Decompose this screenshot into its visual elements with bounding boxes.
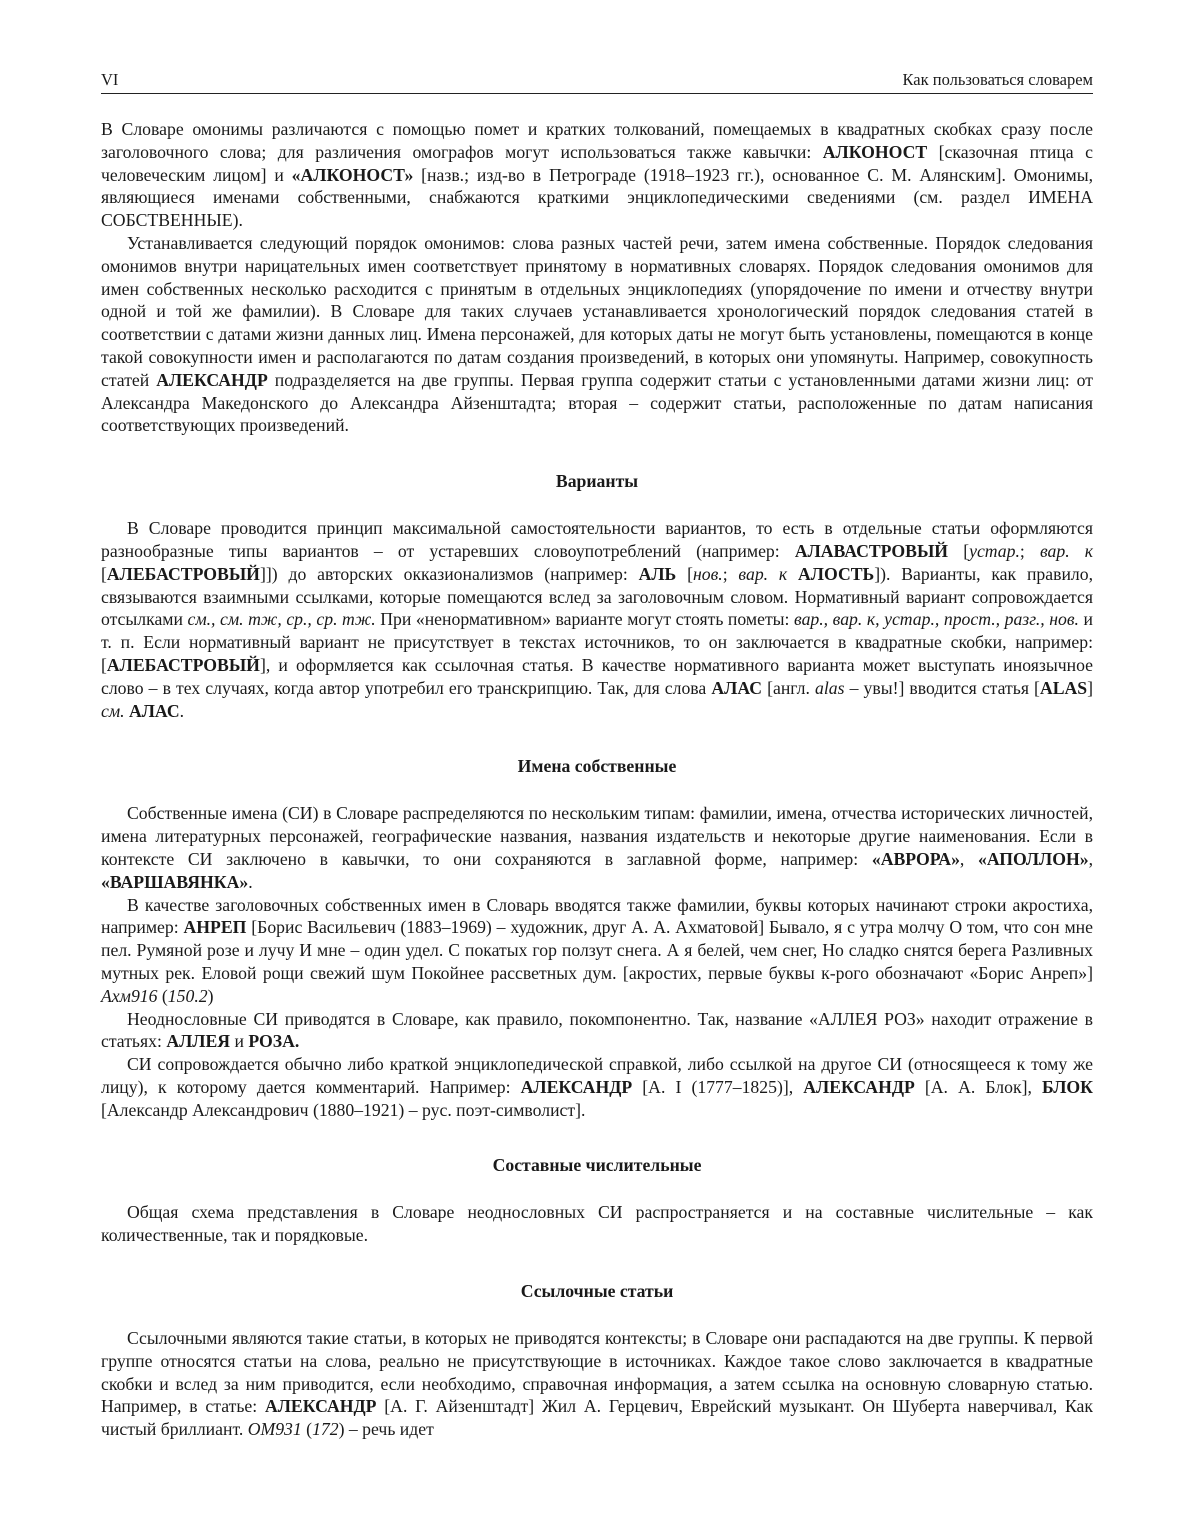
italic-note: Ахм916 [101,985,158,1006]
italic-note: вар., вар. к, устар., прост., разг., нов. [794,609,1079,630]
headword: АЛЕКСАНДР [264,1396,377,1417]
text-run: – увы!] вводится статья [ [844,677,1040,698]
text-run: [А. I (1777–1825)], [632,1076,804,1097]
section-heading: Варианты [555,471,639,492]
italic-note: устар. [969,540,1020,561]
italic-note: нов. [692,563,723,584]
headword: АЛЕКСАНДР [156,369,268,390]
text-run: ] [1087,677,1094,698]
text-run: [англ. [762,677,815,698]
text-run: ( [301,1419,313,1440]
headword: АЛОСТЬ [798,563,875,584]
headword: АЛЕБАСТРОВЫЙ [106,654,260,675]
headword: БЛОК [1041,1076,1093,1097]
text-run: [ [948,540,970,561]
text-run: Ссылочными являются такие статьи, в которых не приводятся контексты; в Словаре они распадаются на две группы. К первой группе относятся статьи на слова, реально не присутствующие в источниках. Каждое такое слово заключается в квадратные скобки и вслед за ним приводится, если необходимо, справочная информация, а затем ссылка на основную словарную статью. Например, в статье: [101,1328,1093,1417]
text-run: и [230,1031,249,1052]
text-run: [Борис Васильевич (1883–1969) – художник, друг А. А. Ахматовой] Бывало, я с утра молчу О том, что сон мне пел. Румяной розе и лучу И мне – один удел. С покатых гор ползут снега. А я белей, чем снег, Но сладко снятся берега Разливных мутных рек. Еловой рощи свежий шум Покойнее рассветных дум. [акростих, первые буквы к-рого обозначают «Борис Анреп»] [101,917,1093,983]
headword: АНРЕП [183,917,247,938]
text-run: , [959,848,979,869]
paragraph [101,1053,1093,1121]
italic-note: см. [101,700,125,721]
text-run: В качестве заголовочных собственных имен в Словарь вводятся также фамилии, буквы которых начинают строки акростиха, например: [101,894,1093,938]
text-run: При «ненормативном» варианте могут стоять пометы: [375,609,795,630]
headword: «АПОЛЛОН» [978,848,1089,869]
headword: РОЗА. [248,1031,300,1052]
text-run: . [179,700,185,721]
headword: АЛЛЕЯ [166,1031,231,1052]
running-title: Как пользоваться словарем [902,70,1093,89]
text-run: СИ сопровождается обычно либо краткой энциклопедической справкой, либо ссылкой на другое СИ (относящееся к тому же лицу), к которому дается комментарий. Например: [101,1054,1093,1097]
headword: «АВРОРА» [871,848,960,869]
text-run: ], и оформляется как ссылочная статья. В качестве нормативного варианта может выступать иноязычное слово – в тех случаях, когда автор употребил его транскрипцию. Так, для слова [101,654,1093,698]
text-run: В Словаре омонимы различаются с помощью помет и кратких толкований, помещаемых в квадратных скобках сразу после заголовочного слова; для различения омографов могут использоваться также кавычки: [101,119,1093,162]
text-run: Собственные имена (СИ) в Словаре распределяются по нескольким типам: фамилии, имена, отчества исторических личностей, имена литературных персонажей, географические названия, названия издательств и некоторые другие наименования. Если в контексте СИ заключено в кавычки, то они сохраняются в заглавной форме, например: [101,803,1093,869]
text-run [787,564,798,584]
text-run: ) [207,985,214,1006]
document-body [101,118,1093,1441]
text-run: Общая схема представления в Словаре неоднословных СИ распространяется и на составные числительные – как количественные, так и порядковые. [101,1202,1093,1246]
text-run: ) – речь идет [338,1419,434,1440]
text-run: [Александр Александрович (1880–1921) – рус. поэт-символист]. [101,1099,586,1120]
headword: АЛЕБАСТРОВЫЙ [106,563,260,584]
text-run: [А. А. Блок], [914,1076,1042,1097]
paragraph [101,1201,1093,1247]
text-run: подразделяется на две группы. Первая группа содержит статьи с установленными датами жизни лиц: от Александра Македонского до Александра Айзенштадта; вторая – содержит статьи, расположенные по датам написания соответствующих произведений. [101,369,1093,436]
text-run: [А. Г. Айзенштадт] Жил А. Герцевич, Еврейский музыкант. Он Шуберта наверчивал, Как чистый бриллиант. [101,1396,1093,1440]
running-header [101,70,1093,94]
page-number: VI [101,70,119,89]
headword: АЛЬ [638,563,677,584]
italic-note: вар. к [1039,540,1094,561]
italic-note: alas [814,677,845,698]
italic-note: 172 [312,1419,339,1440]
text-run: , [1088,848,1093,869]
paragraph [101,232,1093,437]
headword: АЛАВАСТРОВЫЙ [794,540,949,561]
paragraph [101,517,1093,722]
text-run: ]). Варианты, как правило, связываются взаимными ссылками, которые помещаются вслед за заголовочным словом. Нормативный вариант сопровождается отсылками [101,563,1094,630]
text-run: ; [722,563,739,584]
text-run: [сказочная птица с человеческим лицом] и [101,141,1093,185]
text-run: и т. п. Если нормативный вариант не присутствует в текстах источников, то он заключается в квадратные скобки, например: [ [101,609,1093,675]
section-heading: Имена собственные [517,756,677,777]
paragraph [101,802,1093,893]
section-heading: Составные числительные [492,1155,702,1176]
headword: АЛЕКСАНДР [803,1076,915,1097]
text-run: ; [1019,540,1040,561]
text-run: В Словаре проводится принцип максимальной самостоятельности вариантов, то есть в отдельные статьи оформляются разнообразные типы вариантов – от устаревших словоупотреблений (например: [101,518,1093,561]
paragraph [101,894,1093,1008]
paragraph [101,1327,1093,1441]
headword: «ВАРШАВЯНКА» [101,871,249,892]
text-run: . [248,871,253,892]
italic-note: ОМ931 [247,1419,302,1440]
italic-note: вар. к [738,563,788,584]
text-run: [назв.; изд-во в Петрограде (1918–1923 гг.), основанное С. М. Алянским]. Омонимы, являющиеся именами собственными, снабжаются краткими энциклопедическими сведениями (см. раздел ИМЕНА СОБСТВЕННЫЕ). [101,164,1094,231]
text-run: ]]) до авторских окказионализмов (например: [259,563,639,584]
text-run: Неоднословные СИ приводятся в Словаре, как правило, покомпонентно. Так, название «АЛЛЕЯ РОЗ» находит отражение в статьях: [101,1008,1093,1052]
headword: АЛАС [711,677,762,698]
headword: ALAS [1039,677,1088,698]
italic-note: см., см. тж, ср., ср. тж. [187,609,376,630]
paragraph [101,1008,1093,1054]
italic-note: 150.2 [167,985,208,1006]
headword: АЛКОНОСТ [822,141,928,162]
headword: «АЛКОНОСТ» [291,164,414,185]
text-run: [ [676,563,693,584]
paragraph [101,118,1093,232]
text-run: Устанавливается следующий порядок омонимов: слова разных частей речи, затем имена собственные. Порядок следования омонимов внутри нарицательных имен соответствует принятому в нормативных словарях. Порядок следования омонимов для имен собственных несколько расходится с принятым в отдельных энциклопедиях (упорядочение по имени и отчеству внутри одной и той же фамилии). В Словаре для таких случаев устанавливается хронологический порядок следования статей в соответствии с датами жизни данных лиц. Имена персонажей, для которых даты не могут быть установлены, помещаются в конце такой совокупности имен и располагаются по датам создания произведений, в которых они упомянуты. Например, совокупность статей [101,232,1093,390]
section-heading: Ссылочные статьи [520,1281,674,1302]
text-run: [ [101,563,107,584]
headword: АЛАС [128,700,180,721]
text-run: ( [157,985,168,1006]
headword: АЛЕКСАНДР [520,1076,633,1097]
document-page [101,70,1093,1441]
